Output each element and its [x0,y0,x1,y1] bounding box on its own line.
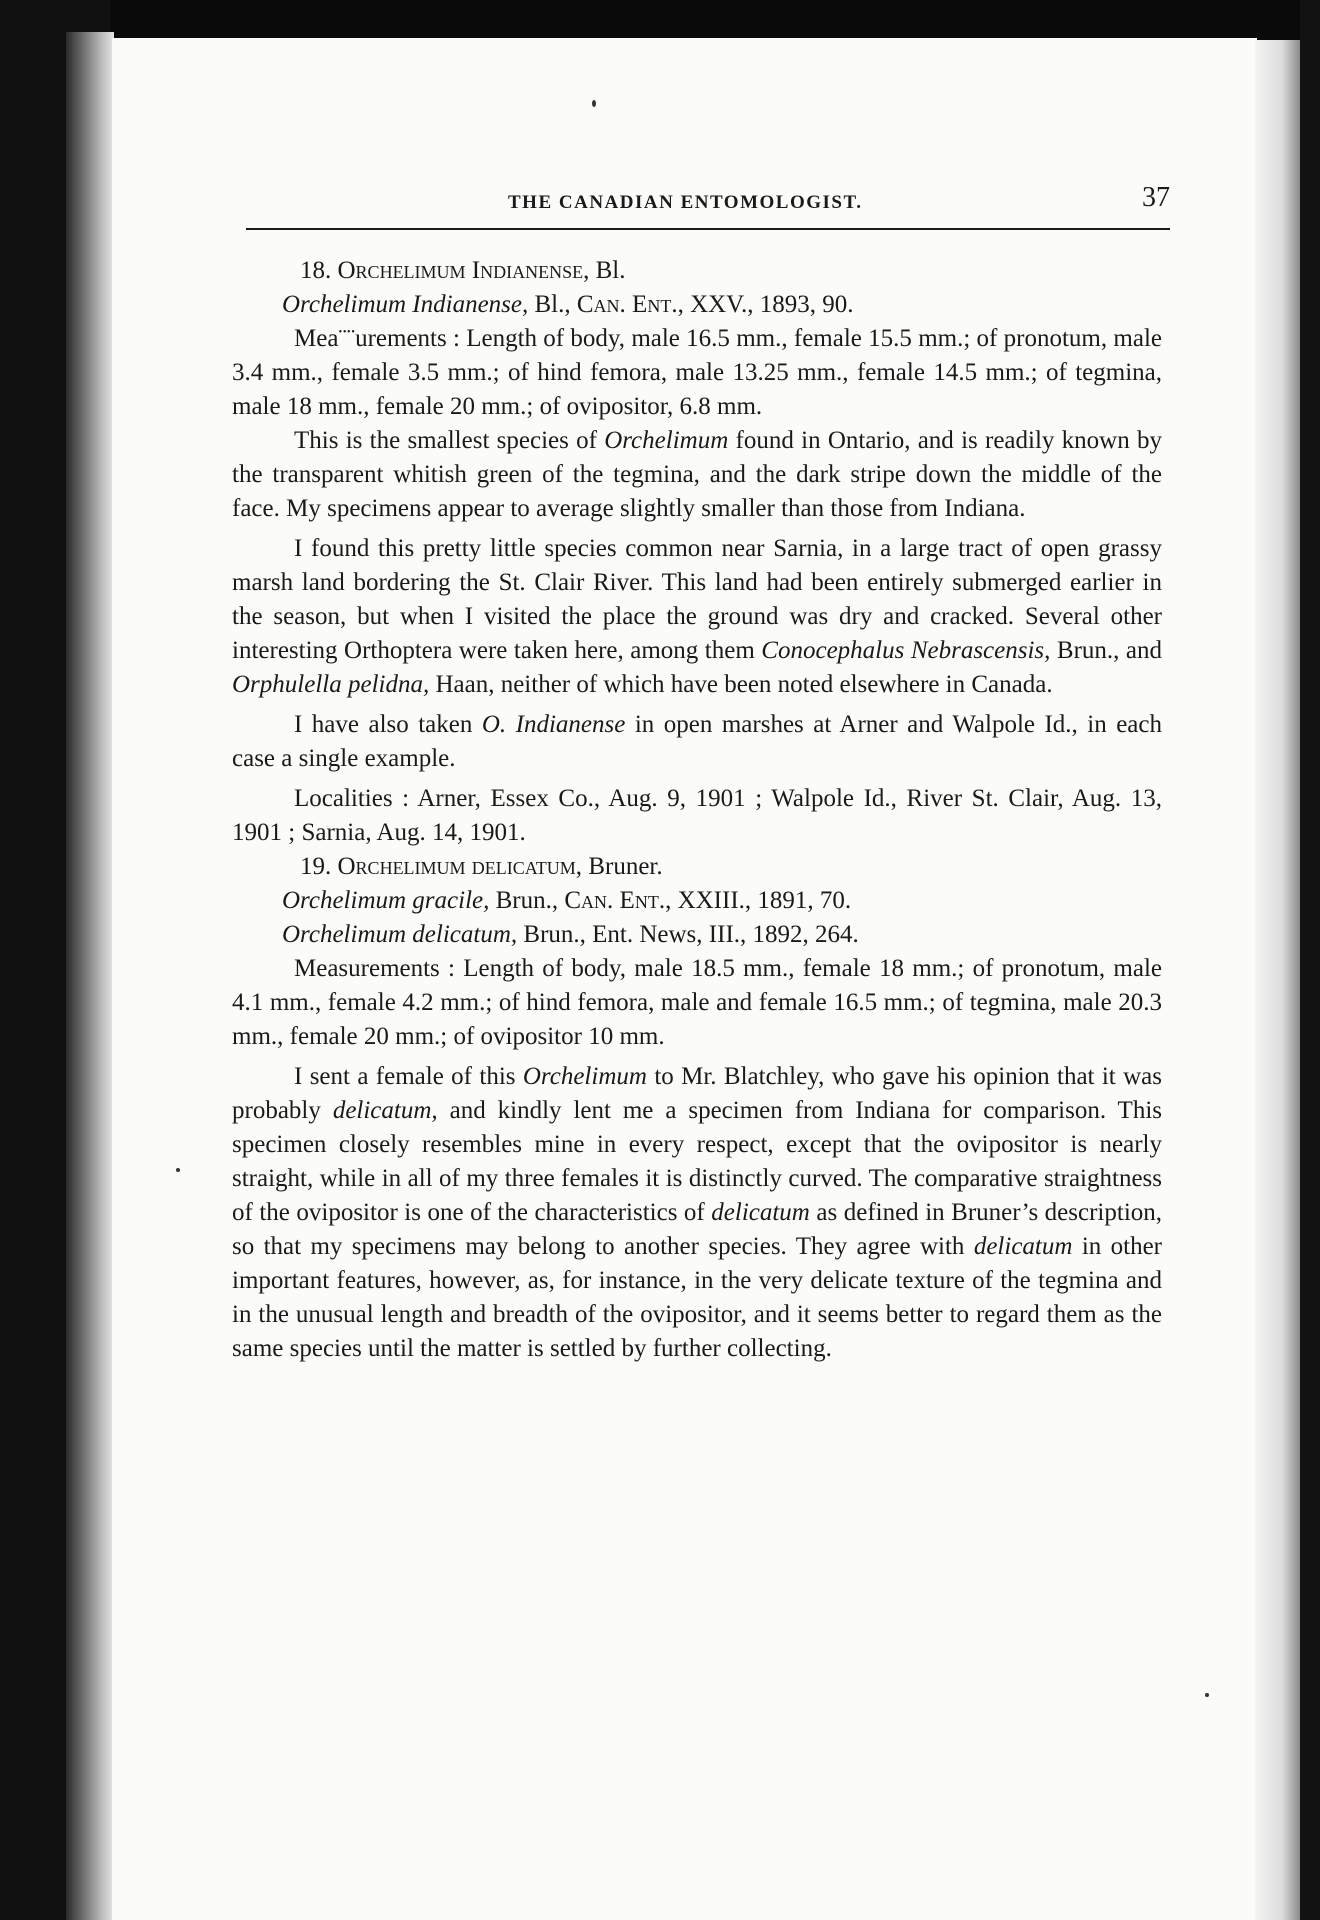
scan-right-border [1300,0,1320,1920]
species-number: 19. [300,853,332,880]
text-run: Haan, neither of which have been noted elsewhere in Canada. [435,671,1053,698]
text-run: I sent a female of this [294,1063,516,1090]
text-run: and kindly lent me a specimen from Indiana for comparison. This specimen closely resembles mine in every respect, except that the ovipositor is nearly straight, while in all of my three females it is distinctly curved. The comparative straightness of the ovipositor is one of the characteristics of [232,1097,1163,1226]
species-ref: Orphulella pelidna, [232,671,430,698]
text-run: in open marshes at Arner and Walpole Id., in each case a single example. [232,711,1163,772]
page-header [246,180,1170,230]
citation-journal: Can. Ent., [564,887,672,914]
description-paragraph [232,424,1162,526]
citation-name: Orchelimum delicatum, [282,921,518,948]
measurements-paragraph: Measurements : Length of body, male 18.5 mm., female 18 mm.; of pronotum, male 4.1 mm., female 4.2 mm.; of hind femora, male and female 16.5 mm.; of tegmina, male 20.3 mm., female 20 mm.; of ovipositor 10 mm. [232,955,1162,1050]
article-body [232,254,1162,1372]
citation [232,884,1162,918]
text-run: found in Ontario, and is readily known by the transparent whitish green of the tegmina, and the dark stripe down the middle of the face. My specimens appear to average slightly smaller than those from Indiana. [232,427,1162,522]
scan-speck [1205,1693,1209,1697]
species-ref: delicatum [711,1199,810,1226]
citation-author: Bl., [534,291,571,318]
species-ref: delicatum, [332,1097,438,1124]
species-heading [232,850,1162,884]
records-paragraph [232,708,1162,776]
citation-name: Orchelimum gracile, [282,887,490,914]
species-author: Bl. [595,257,626,284]
citation-journal: Can. Ent., [576,291,684,318]
citation-reference: XXV., 1893, 90. [690,291,854,318]
species-ref: O. Indianense [481,711,626,738]
genus-name: Orchelimum [604,427,729,454]
scan-speck [176,1168,180,1172]
scan-speck [592,100,596,107]
citation [232,288,1162,322]
header-rule [246,228,1170,230]
species-ref: Conocephalus Nebrascensis, [761,637,1051,664]
citation-name: Orchelimum Indianense, [282,291,529,318]
citation-reference: XXIII., 1891, 70. [677,887,852,914]
comparison-paragraph [232,1060,1162,1366]
book-spine-shadow [66,32,114,1920]
scan-top-border [0,0,1320,40]
text-run: as defined in Bruner’s description, so that my specimens may belong to another species. They agree with [232,1199,1163,1260]
species-heading [232,254,1162,288]
text-run: I found this pretty little species common near Sarnia, in a large tract of open grassy marsh land bordering the St. Clair River. This land had been entirely submerged earlier in the season, but when I visited the place the ground was dry and cracked. Several other interesting Orthoptera were taken here, among them [232,535,1162,664]
text-run: to Mr. Blatchley, who gave his opinion that it was probably [232,1063,1163,1124]
page-edge-shadow [1255,40,1300,1920]
text-run: in other important features, however, as, for instance, in the very delicate texture of the tegmina and in the unusual length and breadth of the ovipositor, and it seems better to regard them as the same species until the matter is settled by further collecting. [232,1233,1163,1362]
page-number: 37 [1142,182,1170,213]
text-run: Brun., and [1056,637,1163,664]
citation-reference: Brun., Ent. News, III., 1892, 264. [523,921,859,948]
species-number: 18. [300,257,332,284]
running-head: THE CANADIAN ENTOMOLOGIST. [508,192,863,213]
measurements-paragraph: Mea¨¨urements : Length of body, male 16.5 mm., female 15.5 mm.; of pronotum, male 3.4 mm., female 3.5 mm.; of hind femora, male 13.25 mm., female 14.5 mm.; of tegmina, male 18 mm., female 20 mm.; of ovipositor, 6.8 mm. [232,325,1162,420]
species-name: Orchelimum Indianense, [337,257,590,284]
text-run: I have also taken [294,711,473,738]
citation [232,918,1162,952]
species-ref: delicatum [973,1233,1073,1260]
citation-author: Brun., [495,887,559,914]
localities-paragraph: Localities : Arner, Essex Co., Aug. 9, 1901 ; Walpole Id., River St. Clair, Aug. 13, 1901 ; Sarnia, Aug. 14, 1901. [232,785,1162,846]
text-run: This is the smallest species of [294,427,597,454]
genus-name: Orchelimum [522,1063,647,1090]
habitat-paragraph [232,532,1162,702]
species-name: Orchelimum delicatum, [337,853,583,880]
species-author: Bruner. [588,853,663,880]
